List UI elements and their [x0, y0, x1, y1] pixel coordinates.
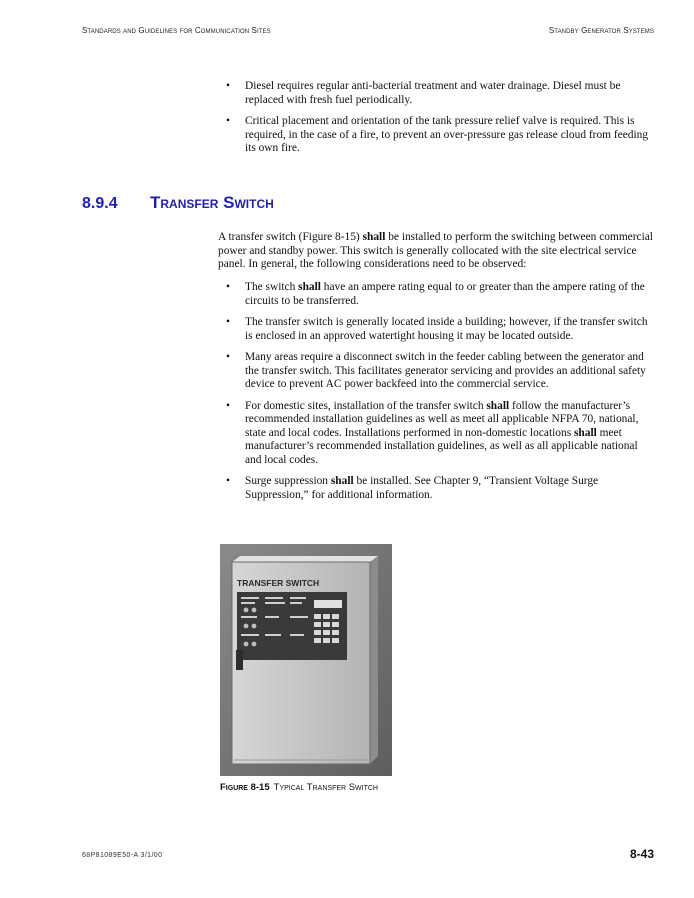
running-header-left: Standards and Guidelines for Communication Sites: [82, 26, 271, 35]
shall-keyword: shall: [362, 231, 386, 243]
bullet-text: have an ampere rating equal to or greater than the ampere rating of the circuits to be transferred.: [245, 281, 645, 307]
considerations-list: [226, 281, 654, 510]
transfer-switch-illustration: [220, 544, 392, 776]
list-item: [226, 80, 654, 107]
bullet-text: Many areas require a disconnect switch in the feeder cabling between the generator and the transfer switch. This facilitates generator servicing and provides an additional safety device to prevent AC power backfeed into the commercial service.: [245, 350, 646, 391]
figure-label: Figure 8-15: [220, 782, 270, 793]
shall-keyword: shall: [486, 399, 510, 412]
display-window: [314, 600, 342, 608]
list-item: [226, 281, 654, 308]
figure-caption-text: Typical Transfer Switch: [273, 782, 378, 793]
bullet-text: Surge suppression: [245, 475, 331, 488]
list-item: [226, 400, 654, 468]
page-number: 8-43: [629, 847, 654, 861]
list-item: [226, 351, 654, 392]
list-item: [226, 316, 654, 343]
bullet-icon: •: [226, 281, 230, 293]
shall-keyword: shall: [573, 426, 597, 439]
bullet-text: follow the manufacturer’s recommended installation guidelines as well as meet all applicable NFPA 70, national, state and local codes. Installations performed in non-domestic locations: [245, 399, 639, 439]
panel-label: TRANSFER SWITCH: [237, 578, 320, 588]
bullet-icon: •: [226, 114, 230, 127]
bullet-text: Diesel requires regular anti-bacterial treatment and water drainage. Diesel must be replaced with fresh fuel periodically.: [245, 80, 621, 106]
intro-text: be installed to perform the switching between commercial power and standby power. This switch is generally collocated with the site electrical service panel. In general, the following considerations need to be observed:: [218, 231, 653, 271]
bullet-text: The transfer switch is generally located inside a building; however, if the transfer switch is enclosed in an approved watertight housing it may be located outside.: [245, 315, 648, 342]
section-heading: [82, 193, 274, 213]
top-bullet-list: [226, 80, 654, 164]
cabinet-side: [370, 556, 378, 764]
bullet-text: be installed. See Chapter 9, “Transient Voltage Surge Suppression,” for additional information.: [245, 475, 599, 501]
list-item: [226, 115, 654, 156]
intro-text: A transfer switch (Figure 8-15): [218, 231, 363, 243]
bullet-icon: •: [226, 350, 230, 363]
list-item: [226, 475, 654, 502]
cabinet-top: [232, 556, 378, 562]
figure-caption: [220, 782, 378, 793]
footer-doc-id: 68P81089E50-A 3/1/00: [82, 852, 163, 859]
shall-keyword: shall: [298, 281, 321, 293]
intro-paragraph: [218, 231, 654, 272]
door-latch: [236, 650, 243, 670]
section-title: Transfer Switch: [150, 193, 274, 212]
bullet-text: Critical placement and orientation of the tank pressure relief valve is required. This is required, in the case of a fire, to prevent an over-pressure gas release cloud from feeding its own fire.: [245, 114, 649, 155]
bullet-icon: •: [226, 315, 230, 328]
bullet-icon: •: [226, 80, 230, 92]
bullet-icon: •: [226, 399, 230, 412]
transfer-switch-photo: [220, 544, 392, 776]
running-header-right: Standby Generator Systems: [548, 26, 654, 35]
section-number: 8.9.4: [82, 195, 118, 212]
bullet-icon: •: [226, 475, 230, 488]
bullet-text: The switch: [245, 281, 299, 293]
bullet-text: For domestic sites, installation of the transfer switch: [245, 399, 487, 412]
bullet-text: meet manufacturer’s recommended installation guidelines, as well as all applicable national and local codes.: [245, 426, 638, 466]
shall-keyword: shall: [330, 475, 354, 488]
